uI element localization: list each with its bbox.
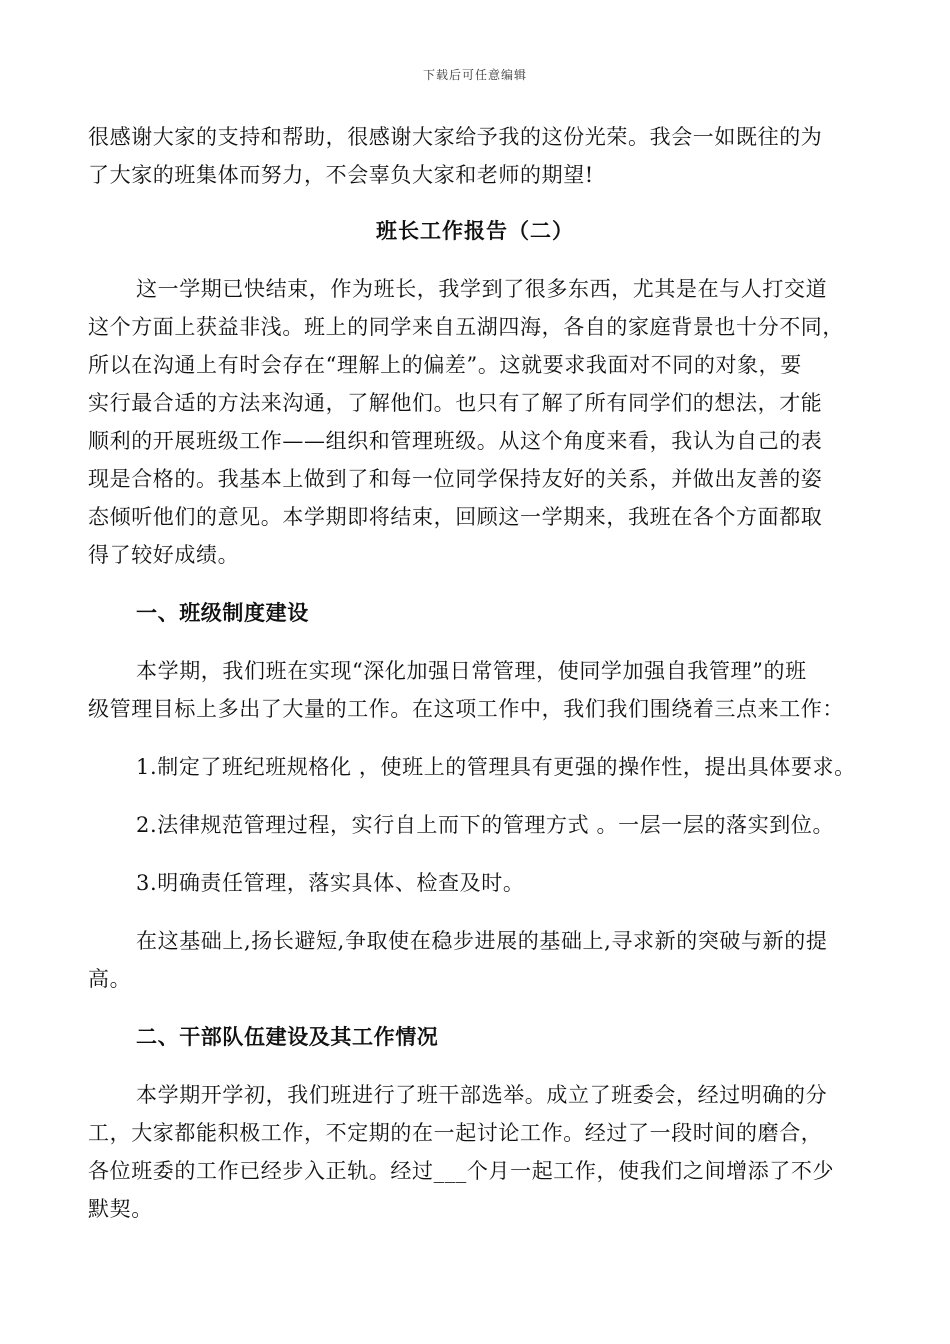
paragraph-line: 这个方面上获益非浅。班上的同学来自五湖四海，各自的家庭背景也十分不同，	[88, 315, 844, 339]
paragraph-line: 态倾听他们的意见。本学期即将结束，回顾这一学期来，我班在各个方面都取	[88, 505, 823, 529]
paragraph-line: 本学期开学初，我们班进行了班干部选举。成立了班委会，经过明确的分	[136, 1083, 828, 1107]
header-note: 下载后可任意编辑	[422, 68, 527, 82]
section-heading: 二、干部队伍建设及其工作情况	[136, 1025, 439, 1049]
report-title: 班长工作报告（二）	[376, 219, 574, 243]
paragraph-line: 高。	[88, 967, 132, 991]
section-heading: 一、班级制度建设	[136, 601, 309, 625]
paragraph-line: 工，大家都能积极工作，不定期的在一起讨论工作。经过了一段时间的磨合，	[88, 1121, 823, 1145]
paragraph-line: 得了较好成绩。	[88, 543, 240, 567]
list-item: 2.法律规范管理过程，实行自上而下的管理方式 。一层一层的落实到位。	[136, 813, 835, 837]
paragraph-line: 实行最合适的方法来沟通，了解他们。也只有了解了所有同学们的想法，才能	[88, 391, 823, 415]
intro-line: 很感谢大家的支持和帮助，很感谢大家给予我的这份光荣。我会一如既往的为	[88, 125, 823, 149]
paragraph-line: 所以在沟通上有时会存在“理解上的偏差”。这就要求我面对不同的对象，要	[88, 353, 802, 377]
paragraph-line: 在这基础上,扬长避短,争取使在稳步进展的基础上,寻求新的突破与新的提	[136, 929, 828, 953]
paragraph-line: 现是合格的。我基本上做到了和每一位同学保持友好的关系，并做出友善的姿	[88, 467, 823, 491]
paragraph-line: 各位班委的工作已经步入正轨。经过___个月一起工作，使我们之间增添了不少	[88, 1159, 835, 1183]
list-item: 3.明确责任管理，落实具体、检查及时。	[136, 871, 525, 895]
paragraph-line: 这一学期已快结束，作为班长，我学到了很多东西，尤其是在与人打交道	[136, 277, 828, 301]
paragraph-line: 本学期，我们班在实现“深化加强日常管理，使同学加强自我管理”的班	[136, 659, 807, 683]
paragraph-line: 默契。	[88, 1197, 153, 1221]
paragraph-line: 级管理目标上多出了大量的工作。在这项工作中，我们我们围绕着三点来工作：	[88, 697, 844, 721]
paragraph-line: 顺利的开展班级工作——组织和管理班级。从这个角度来看，我认为自己的表	[88, 429, 823, 453]
list-item: 1.制定了班纪班规格化 ，使班上的管理具有更强的操作性，提出具体要求。	[136, 755, 856, 779]
intro-line: 了大家的班集体而努力，不会辜负大家和老师的期望!	[88, 163, 594, 187]
